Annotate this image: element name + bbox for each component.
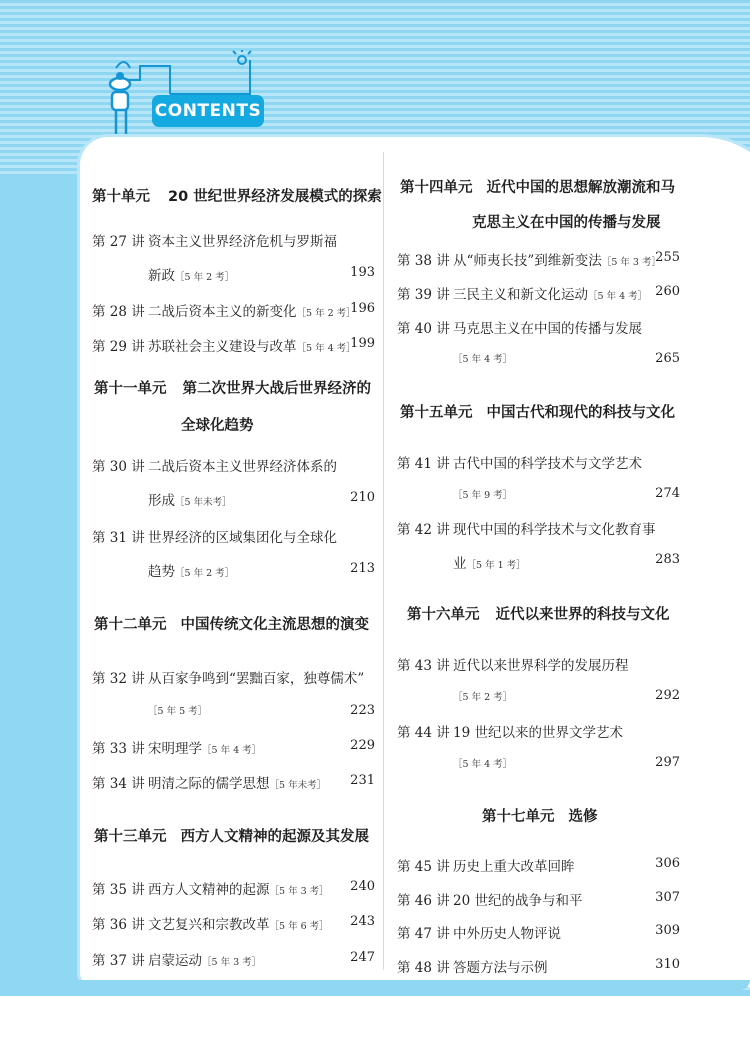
lecture-title: 世界经济的区域集团化与全球化 [148,530,337,546]
lecture-31-cont [148,560,234,580]
lecture-32[interactable] [92,667,364,687]
unit-11-title-cont: 全球化趋势 [181,418,254,434]
lecture-number: 第 48 讲 [397,960,450,976]
lecture-number: 第 31 讲 [92,530,145,546]
unit-title: 近代以来世界的科技与文化 [495,607,670,623]
lecture-title-cont: 形成 [148,493,175,509]
lecture-title: 中外历史人物评说 [453,926,561,942]
page-number: 213 [350,561,375,576]
exam-tag: ［5 年 2 考］ [453,692,513,703]
unit-title: 第二次世界大战后世界经济的 [182,381,371,397]
lecture-48[interactable] [397,956,548,976]
lecture-title: 历史上重大改革回眸 [453,859,575,875]
exam-tag: ［5 年 4 考］ [588,291,648,302]
lecture-title: 答题方法与示例 [453,960,548,976]
lecture-title: 现代中国的科学技术与文化教育事 [453,522,656,538]
lecture-42[interactable] [397,518,656,538]
exam-tag: ［5 年未考］ [175,497,232,508]
unit-17-heading [482,805,598,826]
page-number: 265 [655,351,680,366]
unit-12-heading [94,613,369,634]
panel-shadow [76,980,750,990]
lecture-title: 20 世纪的战争与和平 [453,893,583,909]
lecture-title: 古代中国的科学技术与文学艺术 [453,456,642,472]
exam-tag: ［5 年 6 考］ [269,921,329,932]
page-number: 297 [655,755,680,770]
lecture-number: 第 40 讲 [397,321,450,337]
unit-14-title-cont: 克思主义在中国的传播与发展 [472,215,661,231]
lecture-title: 明清之际的儒学思想 [148,776,270,792]
exam-tag: ［5 年 2 考］ [175,568,235,579]
lecture-45[interactable] [397,855,575,875]
lecture-number: 第 27 讲 [92,234,145,250]
lecture-title: 二战后资本主义世界经济体系的 [148,459,337,475]
lecture-42-cont [453,552,526,572]
lecture-number: 第 42 讲 [397,522,450,538]
lecture-number: 第 29 讲 [92,339,145,355]
lecture-number: 第 44 讲 [397,725,450,741]
lecture-title: 二战后资本主义的新变化 [148,304,297,320]
lecture-title: 资本主义世界经济危机与罗斯福 [148,234,337,250]
lecture-title: 苏联社会主义建设与改革 [148,339,297,355]
lecture-number: 第 46 讲 [397,893,450,909]
lecture-title: 从“师夷长技”到维新变法 [453,253,602,269]
lecture-title-cont: 趋势 [148,564,175,580]
lecture-43[interactable] [397,654,629,674]
lecture-number: 第 28 讲 [92,304,145,320]
unit-label: 第十三单元 [94,829,167,845]
lecture-41[interactable] [397,452,642,472]
column-divider [383,152,384,970]
lecture-33[interactable] [92,737,261,757]
lecture-36[interactable] [92,913,329,933]
lecture-27[interactable] [92,230,337,250]
lecture-40[interactable] [397,317,642,337]
lecture-27-cont [148,264,234,284]
lecture-34[interactable] [92,772,326,792]
unit-title: 中国古代和现代的科技与文化 [486,405,675,421]
lecture-number: 第 37 讲 [92,953,145,969]
lecture-title: 启蒙运动 [148,953,202,969]
exam-tag: ［5 年 3 考］ [202,957,262,968]
exam-tag: ［5 年 1 考］ [466,560,526,571]
unit-11-heading [94,377,371,398]
lecture-number: 第 45 讲 [397,859,450,875]
unit-label: 第十二单元 [94,617,167,633]
page-number: 247 [350,950,375,965]
page-number: 260 [655,284,680,299]
lecture-38[interactable] [397,249,661,269]
lecture-43-cont [453,688,512,704]
lecture-40-cont [453,350,512,366]
unit-title: 20 世纪世界经济发展模式的探索 [168,189,382,205]
unit-label: 第十七单元 [482,809,555,825]
lecture-30[interactable] [92,455,337,475]
unit-title: 西方人文精神的起源及其发展 [180,829,369,845]
lecture-37[interactable] [92,949,261,969]
lecture-number: 第 35 讲 [92,882,145,898]
unit-15-heading [400,401,675,422]
lecture-title-cont: 新政 [148,268,175,284]
page-number: 255 [655,250,680,265]
page-number: 210 [350,490,375,505]
exam-tag: ［5 年 2 考］ [296,308,356,319]
page-number: 283 [655,552,680,567]
unit-14-heading [400,176,675,197]
lecture-title: 文艺复兴和宗教改革 [148,917,270,933]
lecture-44-cont [453,755,512,771]
lecture-number: 第 32 讲 [92,671,145,687]
page-number: 229 [350,738,375,753]
lecture-number: 第 38 讲 [397,253,450,269]
exam-tag: ［5 年 3 考］ [601,257,661,268]
page-number: 274 [655,486,680,501]
unit-10-heading [92,185,382,206]
lecture-title: 三民主义和新文化运动 [453,287,588,303]
lecture-title: 西方人文精神的起源 [148,882,270,898]
lecture-title: 19 世纪以来的世界文学艺术 [453,725,623,741]
lecture-47[interactable] [397,922,561,942]
exam-tag: ［5 年未考］ [269,780,327,791]
exam-tag: ［5 年 3 考］ [269,886,329,897]
page-number: 223 [350,703,375,718]
lecture-title-cont: 业 [453,556,467,572]
unit-title: 近代中国的思想解放潮流和马 [486,180,675,196]
unit-13-heading [94,825,369,846]
exam-tag: ［5 年 2 考］ [175,272,235,283]
page-number: 199 [350,336,375,351]
page-number: 307 [655,890,680,905]
lecture-title: 近代以来世界科学的发展历程 [453,658,629,674]
lecture-title: 马克思主义在中国的传播与发展 [453,321,642,337]
page-number: 240 [350,879,375,894]
lecture-41-cont [453,486,512,502]
exam-tag: ［5 年 9 考］ [453,490,513,501]
lecture-number: 第 41 讲 [397,456,450,472]
lecture-number: 第 43 讲 [397,658,450,674]
page-number: 292 [655,688,680,703]
lecture-35[interactable] [92,878,329,898]
unit-label: 第十一单元 [94,381,167,397]
exam-tag: ［5 年 4 考］ [202,745,262,756]
page-number: 310 [655,957,680,972]
lecture-28[interactable] [92,300,356,320]
lecture-30-cont [148,489,232,509]
exam-tag: ［5 年 4 考］ [296,343,356,354]
unit-label: 第十六单元 [407,607,480,623]
exam-tag: ［5 年 5 考］ [148,706,208,717]
lecture-number: 第 30 讲 [92,459,145,475]
unit-title: 选修 [568,809,598,825]
lecture-39[interactable] [397,283,647,303]
lecture-31[interactable] [92,526,337,546]
unit-title: 中国传统文化主流思想的演变 [180,617,369,633]
lecture-number: 第 39 讲 [397,287,450,303]
page-number: 306 [655,856,680,871]
page-number: 309 [655,923,680,938]
unit-label: 第十四单元 [400,180,473,196]
lecture-number: 第 47 讲 [397,926,450,942]
page-number: 231 [350,773,375,788]
lecture-number: 第 34 讲 [92,776,145,792]
lecture-29[interactable] [92,335,356,355]
lecture-title: 宋明理学 [148,741,202,757]
contents-badge: CONTENTS [152,95,264,127]
page-number: 196 [350,301,375,316]
lecture-46[interactable] [397,889,582,909]
lecture-number: 第 36 讲 [92,917,145,933]
lecture-number: 第 33 讲 [92,741,145,757]
unit-16-heading [407,603,670,624]
unit-label: 第十五单元 [400,405,473,421]
page-number: 243 [350,914,375,929]
exam-tag: ［5 年 4 考］ [453,759,513,770]
lecture-44[interactable] [397,721,623,741]
lecture-32-cont [148,702,207,718]
unit-label: 第十单元 [92,189,150,205]
lecture-title: 从百家争鸣到“罢黜百家，独尊儒术” [148,671,365,687]
exam-tag: ［5 年 4 考］ [453,354,513,365]
page-number: 193 [350,265,375,280]
